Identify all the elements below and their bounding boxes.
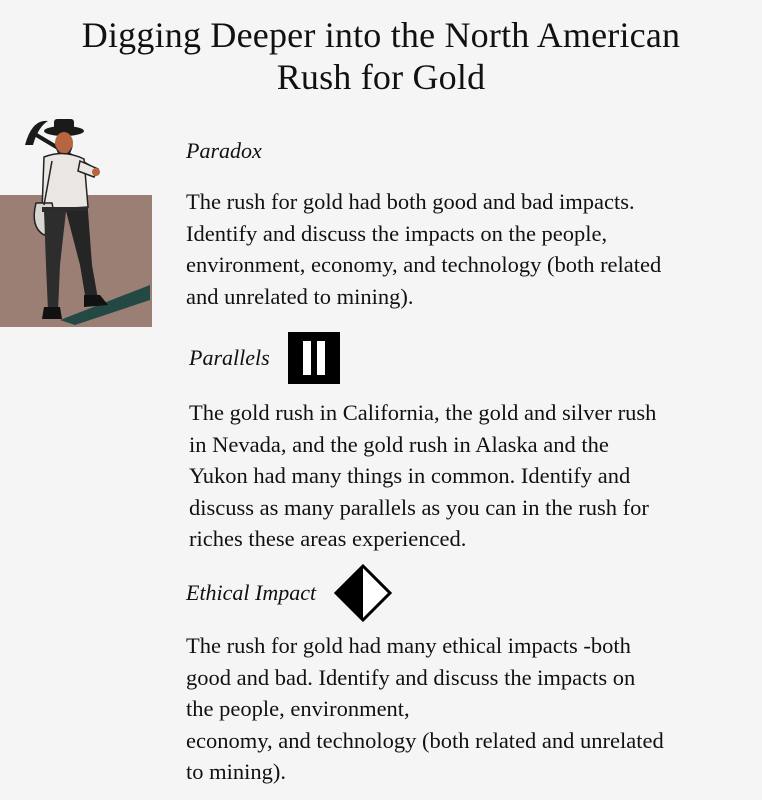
ethical-impact-line-3: the people, environment, xyxy=(186,696,410,721)
parallels-line-5: riches these areas experienced. xyxy=(189,526,467,551)
ethical-impact-line-1: The rush for gold had many ethical impacts -both xyxy=(186,633,631,658)
ethical-impact-line-2: good and bad. Identify and discuss the impacts on xyxy=(186,664,636,690)
paradox-line-4: and unrelated to mining). xyxy=(186,283,414,309)
paradox-line-1: The rush for gold had both good and bad impacts. xyxy=(186,189,635,214)
parallels-line-4: discuss as many parallels as you can in the rush for xyxy=(189,494,649,520)
parallels-line-3: Yukon had many things in common. Identify and xyxy=(189,463,631,488)
section-heading-ethical-impact-label: Ethical Impact xyxy=(186,580,317,605)
page-title-line-2: Rush for Gold xyxy=(276,57,486,97)
section-heading-paradox-label: Paradox xyxy=(186,138,262,163)
section-text-ethical-impact xyxy=(186,630,664,788)
ethical-impact-line-4: economy, and technology (both related and unrelated xyxy=(186,727,664,753)
section-text-paradox xyxy=(186,186,661,312)
paradox-line-2: Identify and discuss the impacts on the people, xyxy=(186,220,608,246)
section-heading-parallels-label: Parallels xyxy=(189,345,270,370)
ethical-impact-line-5: to mining). xyxy=(186,759,286,784)
page-title-line-1: Digging Deeper into the North American xyxy=(81,15,681,55)
section-heading-ethical-impact xyxy=(186,564,392,622)
section-heading-parallels xyxy=(189,332,340,384)
page-title xyxy=(0,14,762,98)
section-text-parallels xyxy=(189,397,656,555)
parallels-line-1: The gold rush in California, the gold and silver rush xyxy=(189,400,657,425)
section-heading-paradox xyxy=(186,138,262,164)
gold-miner-illustration xyxy=(0,115,155,330)
parallels-line-2: in Nevada, and the gold rush in Alaska and the xyxy=(189,431,609,457)
parallel-lines-icon xyxy=(288,332,340,384)
gold-miner-with-pickaxe-icon xyxy=(0,115,155,330)
half-filled-diamond-icon xyxy=(334,564,392,622)
paradox-line-3: environment, economy, and technology (both related xyxy=(186,252,662,277)
